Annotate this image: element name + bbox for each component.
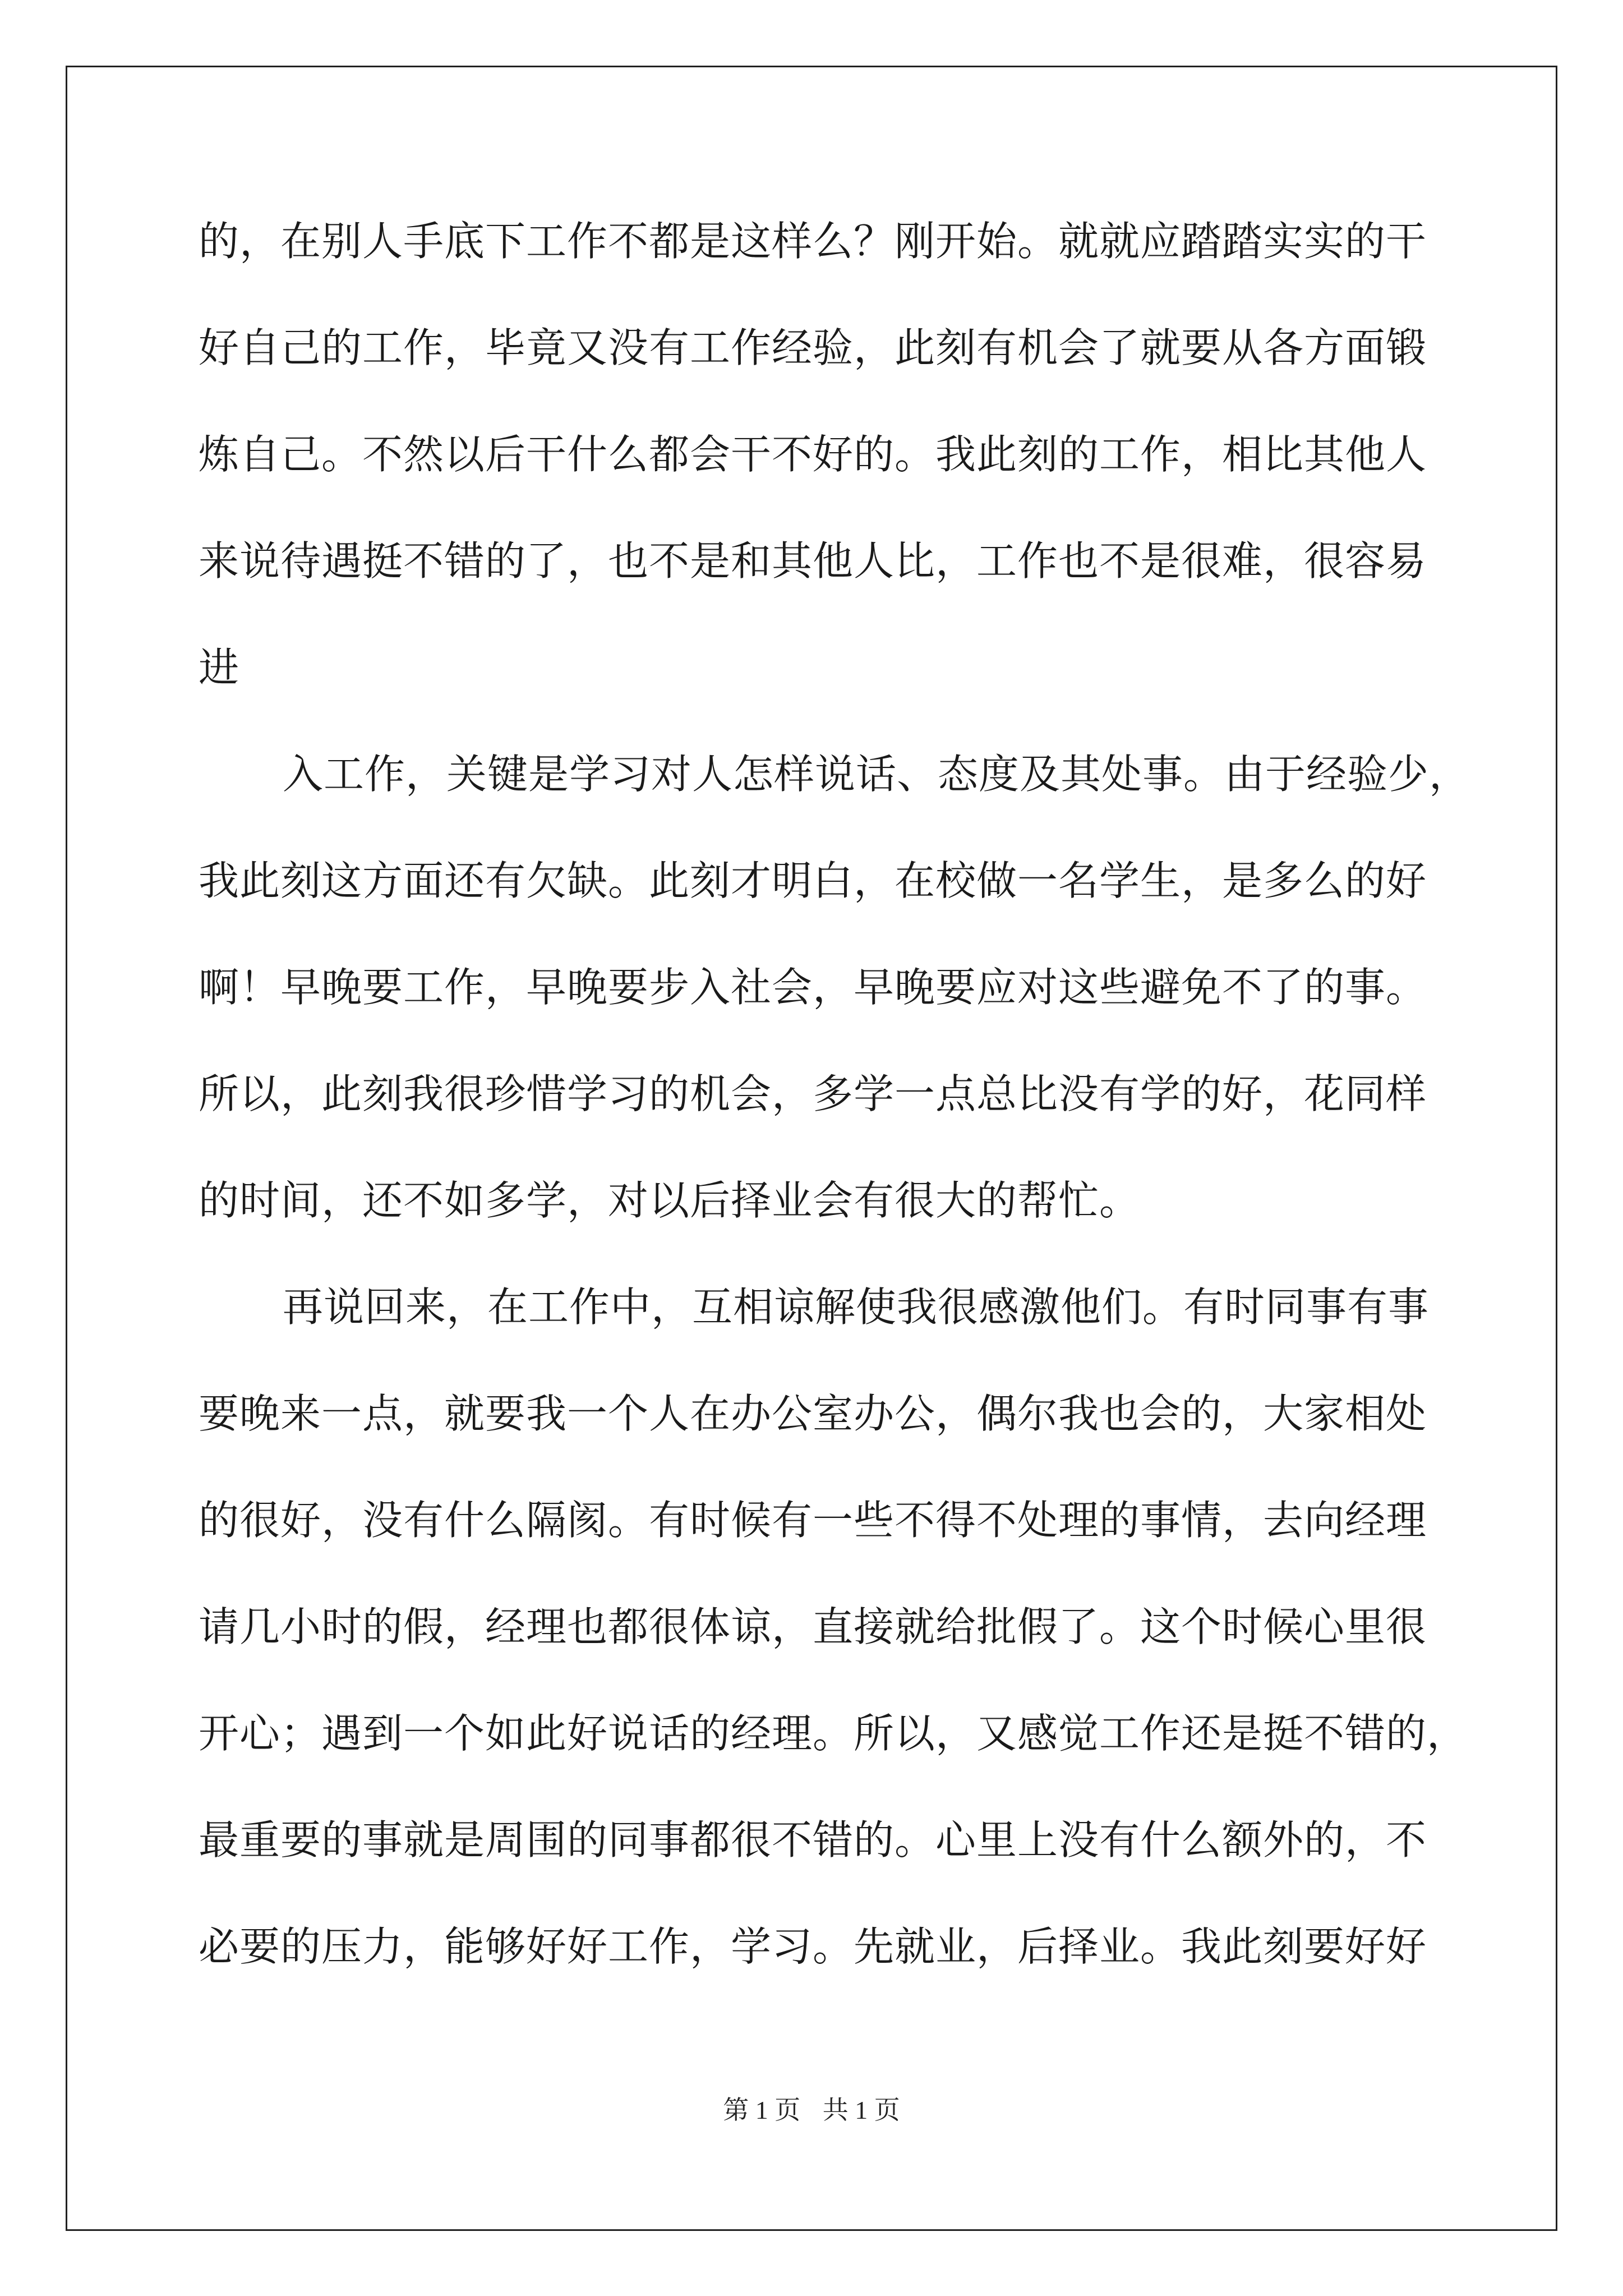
page-number: 第 1 页 xyxy=(723,2096,801,2124)
text-line: 开心；遇到一个如此好说话的经理。所以，又感觉工作还是挺不错的， xyxy=(199,1710,1468,1757)
text-line: 好自己的工作，毕竟又没有工作经验，此刻有机会了就要从各方面锻 xyxy=(199,324,1427,371)
text-line: 入工作，关键是学习对人怎样说话、态度及其处事。由于经验少， xyxy=(283,751,1470,798)
text-line: 炼自己。不然以后干什么都会干不好的。我此刻的工作，相比其他人 xyxy=(199,431,1427,478)
text-line: 所以，此刻我很珍惜学习的机会，多学一点总比没有学的好，花同样 xyxy=(199,1070,1427,1117)
text-line: 最重要的事就是周围的同事都很不错的。心里上没有什么额外的，不 xyxy=(199,1816,1427,1864)
text-line: 来说待遇挺不错的了，也不是和其他人比，工作也不是很难，很容易 xyxy=(199,537,1427,585)
text-line: 再说回来，在工作中，互相谅解使我很感激他们。有时同事有事 xyxy=(283,1283,1430,1331)
page-footer xyxy=(0,2090,1623,2127)
text-line: 请几小时的假，经理也都很体谅，直接就给批假了。这个时候心里很 xyxy=(199,1603,1427,1650)
text-line: 进 xyxy=(199,644,240,691)
page-total: 共 1 页 xyxy=(822,2096,900,2124)
text-line: 要晚来一点，就要我一个人在办公室办公，偶尔我也会的，大家相处 xyxy=(199,1390,1427,1437)
text-line: 啊！早晚要工作，早晚要步入社会，早晚要应对这些避免不了的事。 xyxy=(199,964,1427,1011)
text-line: 的很好，没有什么隔阂。有时候有一些不得不处理的事情，去向经理 xyxy=(199,1497,1427,1544)
text-line: 的时间，还不如多学，对以后择业会有很大的帮忙。 xyxy=(199,1177,1141,1224)
text-line: 的，在别人手底下工作不都是这样么？刚开始。就就应踏踏实实的干 xyxy=(199,218,1427,265)
text-line: 我此刻这方面还有欠缺。此刻才明白，在校做一名学生，是多么的好 xyxy=(199,857,1427,904)
text-line: 必要的压力，能够好好工作，学习。先就业，后择业。我此刻要好好 xyxy=(199,1923,1427,1970)
document-body xyxy=(199,213,1470,2025)
